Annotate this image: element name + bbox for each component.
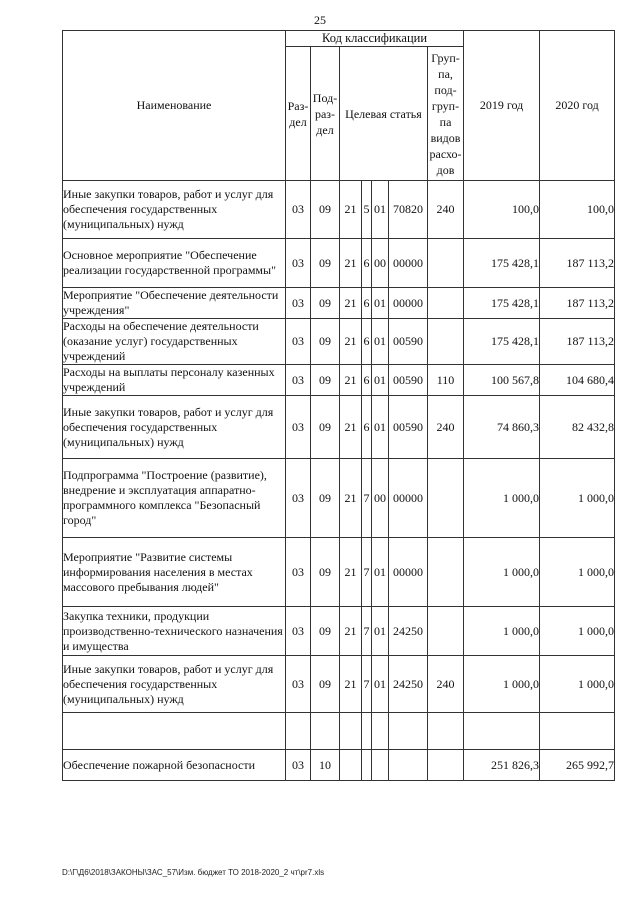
- row-event: 00: [372, 459, 389, 538]
- row-section: 03: [286, 538, 311, 607]
- row-program: 21: [340, 396, 362, 459]
- row-value-2019: 251 826,3: [464, 750, 540, 781]
- row-value-2020: 187 113,2: [540, 319, 615, 365]
- row-direction: 00000: [389, 459, 428, 538]
- row-subprogram: 7: [362, 656, 372, 713]
- row-expense-type: [428, 459, 464, 538]
- row-value-2019: 100 567,8: [464, 365, 540, 396]
- row-section: 03: [286, 239, 311, 288]
- row-subprogram: 7: [362, 607, 372, 656]
- row-event: 00: [372, 239, 389, 288]
- row-subsection: 09: [311, 319, 340, 365]
- row-subprogram: 7: [362, 538, 372, 607]
- row-event: 01: [372, 181, 389, 239]
- table-spacer-row: [63, 713, 615, 750]
- row-event: 01: [372, 365, 389, 396]
- row-value-2020: 1 000,0: [540, 656, 615, 713]
- row-event: 01: [372, 607, 389, 656]
- row-name: Расходы на выплаты персоналу казенных учреждений: [63, 365, 286, 396]
- header-row: [63, 31, 615, 47]
- row-value-2020: 100,0: [540, 181, 615, 239]
- row-section: 03: [286, 181, 311, 239]
- row-program: 21: [340, 459, 362, 538]
- row-name: Подпрограмма "Построение (развитие), внедрение и эксплуатация аппаратно-программного комплекса "Безопасный город": [63, 459, 286, 538]
- row-value-2019: 1 000,0: [464, 607, 540, 656]
- header-year-2020: 2020 год: [540, 31, 615, 181]
- row-value-2020: 1 000,0: [540, 607, 615, 656]
- row-subsection: 10: [311, 750, 340, 781]
- row-subprogram: 6: [362, 239, 372, 288]
- table-row: [63, 607, 615, 656]
- row-subsection: 09: [311, 459, 340, 538]
- row-value-2020: 187 113,2: [540, 239, 615, 288]
- row-direction: 00590: [389, 396, 428, 459]
- row-direction: 00590: [389, 365, 428, 396]
- row-expense-type: [428, 319, 464, 365]
- row-direction: 00000: [389, 239, 428, 288]
- row-subsection: 09: [311, 396, 340, 459]
- row-section: 03: [286, 459, 311, 538]
- row-expense-type: 240: [428, 656, 464, 713]
- row-expense-type: [428, 607, 464, 656]
- row-section: 03: [286, 319, 311, 365]
- row-direction: 00590: [389, 319, 428, 365]
- row-section: 03: [286, 750, 311, 781]
- row-subsection: 09: [311, 239, 340, 288]
- row-value-2019: 100,0: [464, 181, 540, 239]
- row-direction: 70820: [389, 181, 428, 239]
- row-expense-type: 240: [428, 396, 464, 459]
- row-subprogram: 6: [362, 365, 372, 396]
- row-name: Мероприятие "Развитие системы информирования населения в местах массового пребывания людей": [63, 538, 286, 607]
- row-value-2019: 175 428,1: [464, 239, 540, 288]
- table-row: [63, 181, 615, 239]
- file-path-footer: D:\Г\Д6\2018\ЗАКОНЫ\ЗАС_57\Изм. бюджет ТО 2018-2020_2 чт\pr7.xls: [62, 868, 325, 877]
- row-program: 21: [340, 181, 362, 239]
- page-number: 25: [314, 13, 326, 27]
- row-subsection: 09: [311, 656, 340, 713]
- table-row: [63, 396, 615, 459]
- table-row: [63, 365, 615, 396]
- row-subprogram: [362, 750, 372, 781]
- row-expense-type: 240: [428, 181, 464, 239]
- row-direction: 00000: [389, 538, 428, 607]
- row-program: 21: [340, 607, 362, 656]
- row-event: 01: [372, 538, 389, 607]
- row-expense-type: 110: [428, 365, 464, 396]
- row-section: 03: [286, 288, 311, 319]
- row-subprogram: 5: [362, 181, 372, 239]
- table-row: [63, 239, 615, 288]
- header-year-2019: 2019 год: [464, 31, 540, 181]
- row-expense-type: [428, 239, 464, 288]
- row-subprogram: 6: [362, 319, 372, 365]
- header-target-article: Целевая статья: [340, 47, 428, 181]
- row-value-2020: 265 992,7: [540, 750, 615, 781]
- header-code: Код классификации: [286, 31, 464, 47]
- header-subsection: Под- раз- дел: [311, 47, 340, 181]
- table-row: [63, 750, 615, 781]
- row-section: 03: [286, 396, 311, 459]
- budget-table: [62, 30, 615, 781]
- row-subprogram: 7: [362, 459, 372, 538]
- row-subsection: 09: [311, 288, 340, 319]
- row-expense-type: [428, 538, 464, 607]
- row-value-2019: 1 000,0: [464, 538, 540, 607]
- row-section: 03: [286, 607, 311, 656]
- table-row: [63, 459, 615, 538]
- row-direction: [389, 750, 428, 781]
- row-name: Основное мероприятие "Обеспечение реализации государственной программы": [63, 239, 286, 288]
- row-event: [372, 750, 389, 781]
- row-value-2019: 74 860,3: [464, 396, 540, 459]
- row-value-2019: 175 428,1: [464, 288, 540, 319]
- table-row: [63, 319, 615, 365]
- row-event: 01: [372, 288, 389, 319]
- header-name: Наименование: [63, 31, 286, 181]
- table-row: [63, 538, 615, 607]
- table-row: [63, 288, 615, 319]
- row-event: 01: [372, 396, 389, 459]
- row-value-2019: 1 000,0: [464, 656, 540, 713]
- row-direction: 24250: [389, 607, 428, 656]
- row-name: Расходы на обеспечение деятельности (оказание услуг) государственных учреждений: [63, 319, 286, 365]
- row-program: 21: [340, 319, 362, 365]
- row-direction: 24250: [389, 656, 428, 713]
- row-expense-type: [428, 750, 464, 781]
- row-program: 21: [340, 239, 362, 288]
- row-value-2020: 1 000,0: [540, 538, 615, 607]
- row-event: 01: [372, 656, 389, 713]
- row-section: 03: [286, 656, 311, 713]
- row-value-2020: 1 000,0: [540, 459, 615, 538]
- row-program: 21: [340, 656, 362, 713]
- row-value-2019: 175 428,1: [464, 319, 540, 365]
- row-name: Закупка техники, продукции производственно-технического назначения и имущества: [63, 607, 286, 656]
- row-name: Мероприятие "Обеспечение деятельности учреждения": [63, 288, 286, 319]
- header-expense-group: Груп- па, под- груп- па видов расхо- дов: [428, 47, 464, 181]
- row-name: Обеспечение пожарной безопасности: [63, 750, 286, 781]
- row-program: 21: [340, 365, 362, 396]
- row-expense-type: [428, 288, 464, 319]
- row-subsection: 09: [311, 607, 340, 656]
- row-program: 21: [340, 288, 362, 319]
- table-row: [63, 656, 615, 713]
- row-value-2020: 104 680,4: [540, 365, 615, 396]
- row-subsection: 09: [311, 181, 340, 239]
- row-section: 03: [286, 365, 311, 396]
- row-program: [340, 750, 362, 781]
- row-event: 01: [372, 319, 389, 365]
- row-direction: 00000: [389, 288, 428, 319]
- row-name: Иные закупки товаров, работ и услуг для обеспечения государственных (муниципальных) нужд: [63, 396, 286, 459]
- row-value-2020: 82 432,8: [540, 396, 615, 459]
- row-subsection: 09: [311, 538, 340, 607]
- row-subprogram: 6: [362, 288, 372, 319]
- row-program: 21: [340, 538, 362, 607]
- row-value-2020: 187 113,2: [540, 288, 615, 319]
- row-name: Иные закупки товаров, работ и услуг для обеспечения государственных (муниципальных) нужд: [63, 656, 286, 713]
- row-subsection: 09: [311, 365, 340, 396]
- row-value-2019: 1 000,0: [464, 459, 540, 538]
- row-subprogram: 6: [362, 396, 372, 459]
- header-section: Раз- дел: [286, 47, 311, 181]
- row-name: Иные закупки товаров, работ и услуг для обеспечения государственных (муниципальных) нужд: [63, 181, 286, 239]
